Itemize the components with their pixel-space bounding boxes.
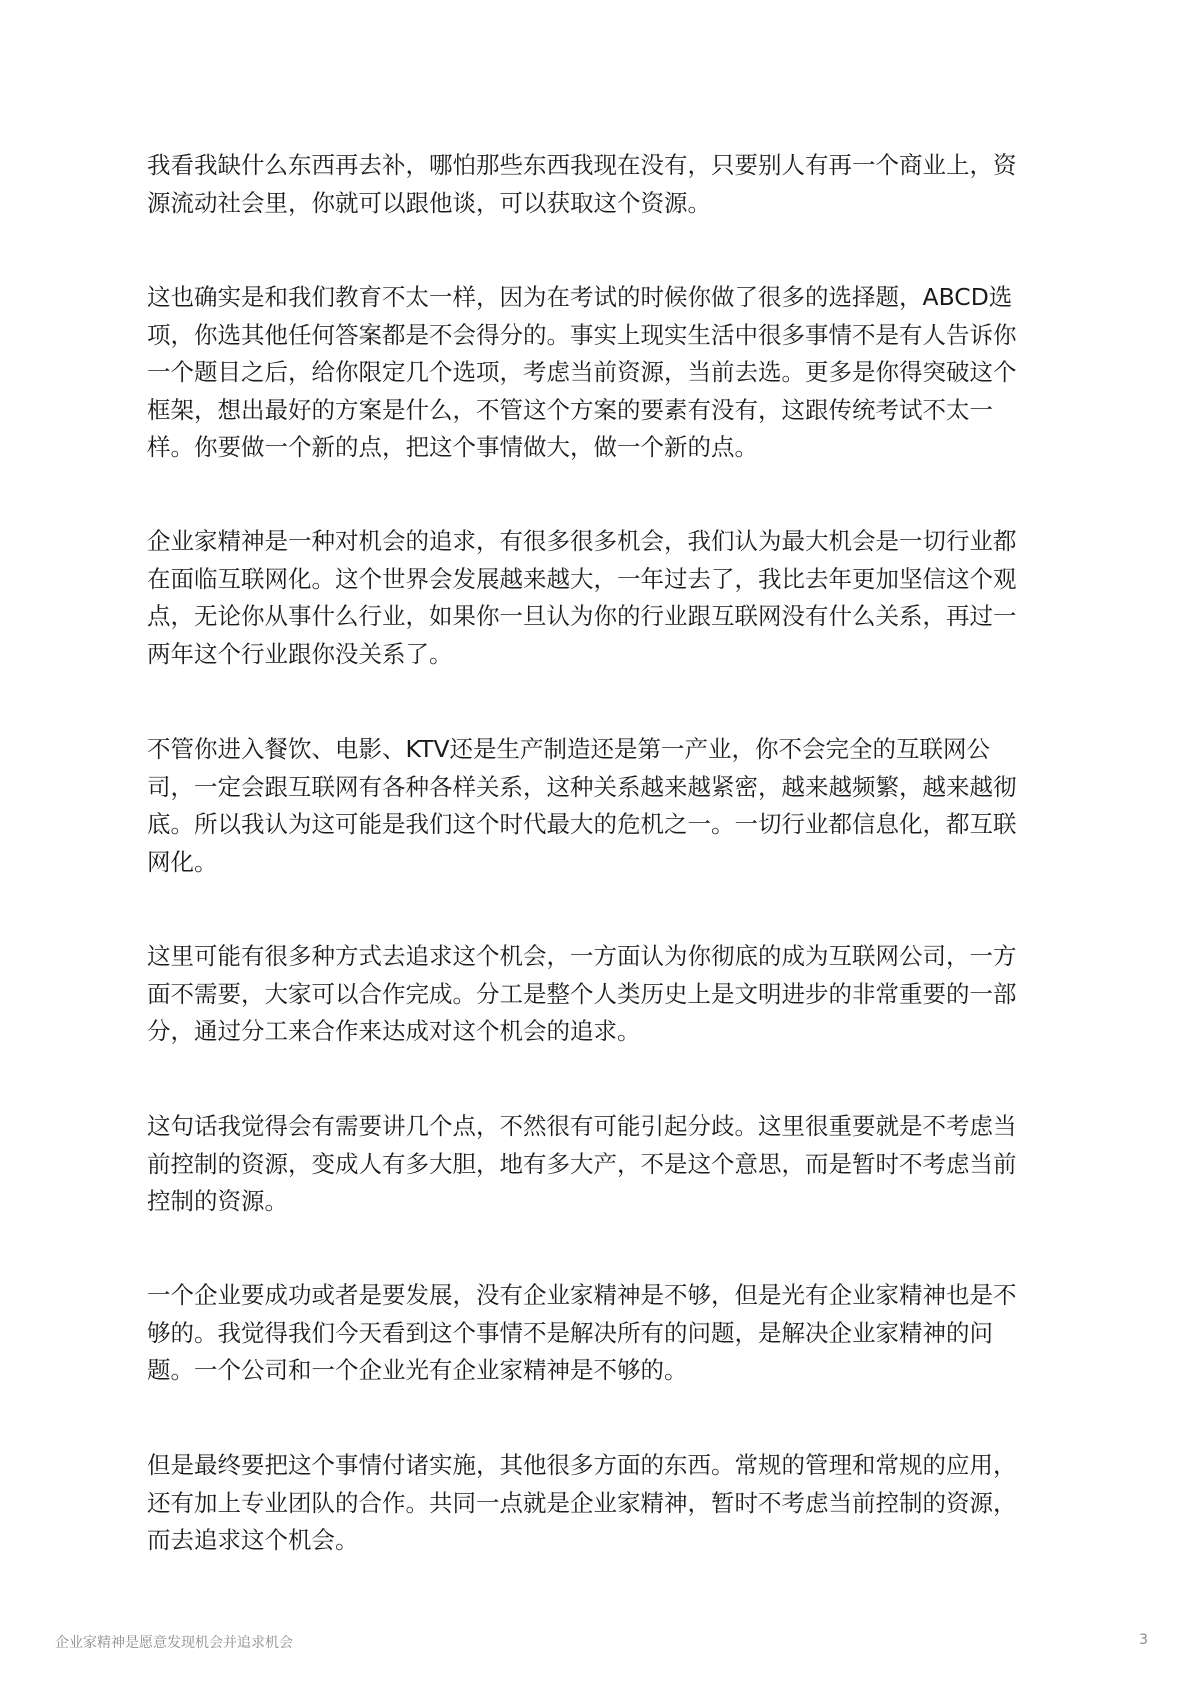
paragraph-line: 网化。 bbox=[147, 847, 218, 876]
paragraph-line: 还有加上专业团队的合作。共同一点就是企业家精神，暂时不考虑当前控制的资源， bbox=[147, 1488, 1017, 1517]
paragraph-line: 前控制的资源，变成人有多大胆，地有多大产，不是这个意思，而是暂时不考虑当前 bbox=[147, 1149, 1017, 1178]
paragraph-line: 两年这个行业跟你没关系了。 bbox=[147, 639, 453, 668]
paragraph-line: 源流动社会里，你就可以跟他谈，可以获取这个资源。 bbox=[147, 188, 711, 217]
paragraph-line: 项，你选其他任何答案都是不会得分的。事实上现实生活中很多事情不是有人告诉你 bbox=[147, 320, 1017, 349]
paragraph-line: 这里可能有很多种方式去追求这个机会，一方面认为你彻底的成为互联网公司，一方 bbox=[147, 942, 1017, 970]
paragraph-line: 一个题目之后，给你限定几个选项，考虑当前资源，当前去选。更多是你得突破这个 bbox=[147, 358, 1017, 387]
paragraph-line: 我看我缺什么东西再去补，哪怕那些东西我现在没有，只要别人有再一个商业上，资 bbox=[147, 151, 1017, 179]
paragraph bbox=[147, 523, 1057, 673]
paragraph-line: 但是最终要把这个事情付诸实施，其他很多方面的东西。常规的管理和常规的应用， bbox=[147, 1451, 1017, 1479]
paragraph-line: 这句话我觉得会有需要讲几个点，不然很有可能引起分歧。这里很重要就是不考虑当 bbox=[147, 1112, 1017, 1140]
page-number: 3 bbox=[1139, 1632, 1148, 1648]
paragraph-line: 一个企业要成功或者是要发展，没有企业家精神是不够，但是光有企业家精神也是不 bbox=[147, 1281, 1017, 1309]
paragraph-line: 面不需要，大家可以合作完成。分工是整个人类历史上是文明进步的非常重要的一部 bbox=[147, 979, 1017, 1008]
paragraph-line: 而去追求这个机会。 bbox=[147, 1526, 359, 1555]
paragraph-line: 企业家精神是一种对机会的追求，有很多很多机会，我们认为最大机会是一切行业都 bbox=[147, 527, 1017, 555]
paragraph-line: 题。一个公司和一个企业光有企业家精神是不够的。 bbox=[147, 1356, 688, 1385]
footer-document-title: 企业家精神是愿意发现机会并追求机会 bbox=[55, 1635, 293, 1651]
paragraph-line: 够的。我觉得我们今天看到这个事情不是解决所有的问题，是解决企业家精神的问 bbox=[147, 1318, 993, 1347]
paragraph-line: 底。所以我认为这可能是我们这个时代最大的危机之一。一切行业都信息化，都互联 bbox=[147, 810, 1017, 839]
paragraph-line: 不管你进入餐饮、电影、KTV还是生产制造还是第一产业，你不会完全的互联网公 bbox=[147, 735, 991, 763]
paragraph-line: 点，无论你从事什么行业，如果你一旦认为你的行业跟互联网没有什么关系，再过一 bbox=[147, 602, 1017, 631]
paragraph-line: 这也确实是和我们教育不太一样，因为在考试的时候你做了很多的选择题，ABCD选 bbox=[147, 283, 1013, 311]
paragraph bbox=[147, 731, 1057, 881]
paragraph-line: 在面临互联网化。这个世界会发展越来越大，一年过去了，我比去年更加坚信这个观 bbox=[147, 564, 1017, 593]
paragraph-line: 样。你要做一个新的点，把这个事情做大，做一个新的点。 bbox=[147, 433, 758, 462]
paragraph-line: 框架，想出最好的方案是什么，不管这个方案的要素有没有，这跟传统考试不太一 bbox=[147, 395, 993, 424]
paragraph-line: 分，通过分工来合作来达成对这个机会的追求。 bbox=[147, 1017, 641, 1046]
paragraph bbox=[147, 279, 1057, 467]
paragraph bbox=[147, 1108, 1057, 1221]
paragraph bbox=[147, 1277, 1057, 1390]
paragraph-line: 控制的资源。 bbox=[147, 1187, 288, 1216]
paragraph-line: 司，一定会跟互联网有各种各样关系，这种关系越来越紧密，越来越频繁，越来越彻 bbox=[147, 772, 1017, 801]
paragraph bbox=[147, 147, 1057, 222]
paragraph bbox=[147, 1447, 1057, 1560]
paragraph bbox=[147, 938, 1057, 1051]
